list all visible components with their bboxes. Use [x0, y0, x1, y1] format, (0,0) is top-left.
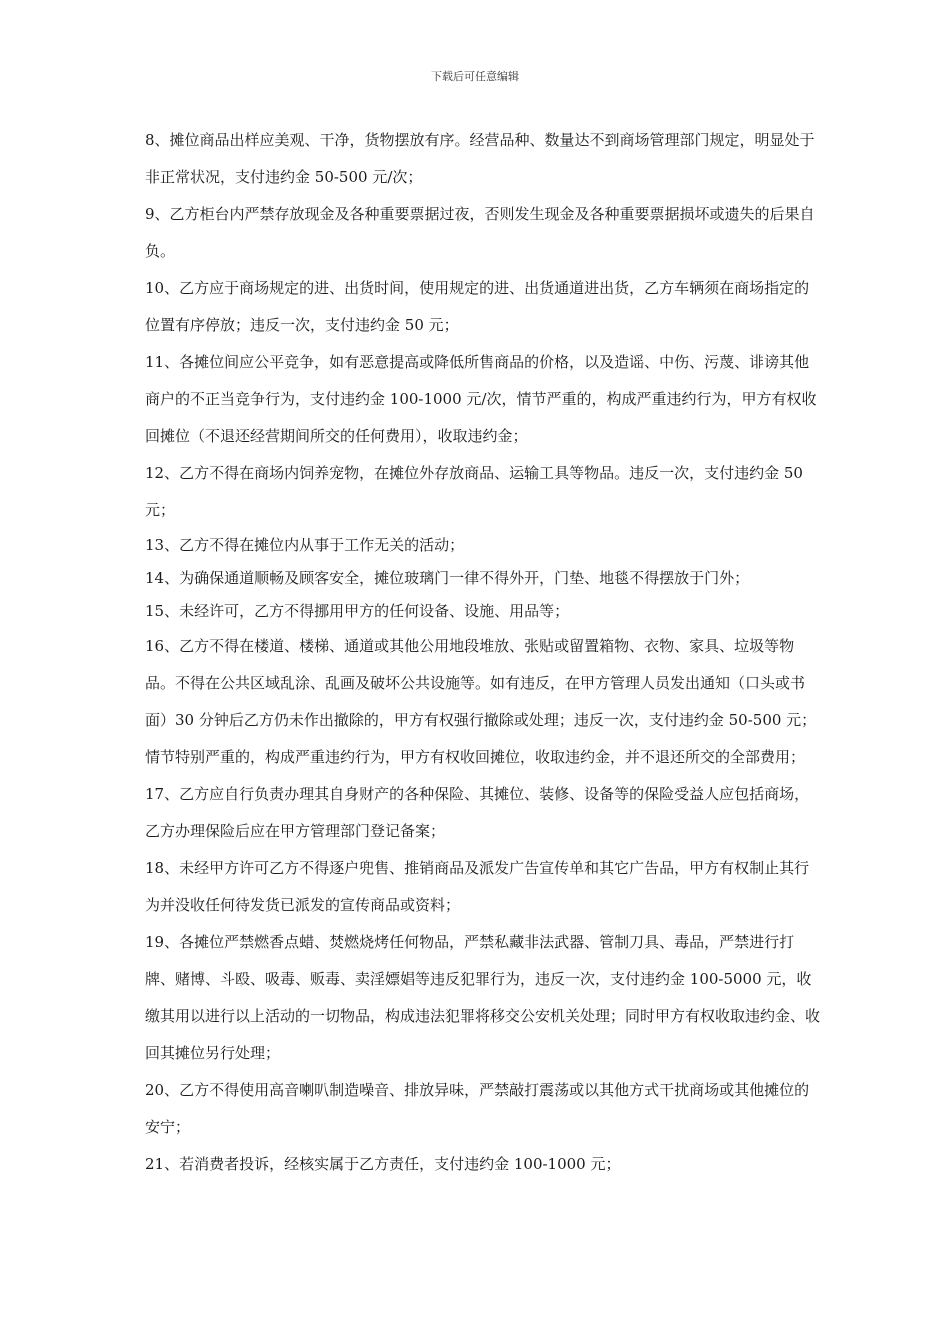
clause-10: 10、乙方应于商场规定的进、出货时间，使用规定的进、出货通道进出货，乙方车辆须在商场指定的位置有序停放；违反一次，支付违约金 50 元； — [145, 279, 810, 334]
clause-11: 11、各摊位间应公平竞争，如有恶意提高或降低所售商品的价格，以及造谣、中伤、污蔑、诽谤其他商户的不正当竞争行为，支付违约金 100-1000 元/次，情节严重的，构成严重违约行为，甲方有权收回摊位（不退还经营期间所交的任何费用），收取违约金； — [145, 353, 817, 445]
clause-19: 19、各摊位严禁燃香点蜡、焚燃烧烤任何物品，严禁私藏非法武器、管制刀具、毒品，严禁进行打牌、赌博、斗殴、吸毒、贩毒、卖淫嫖娼等违反犯罪行为，违反一次，支付违约金 100-5000 元，收缴其用以进行以上活动的一切物品，构成违法犯罪将移交公安机关处理；同时甲方有权收取违约金、收回其摊位另行处理； — [145, 933, 821, 1062]
clause-16: 16、乙方不得在楼道、楼梯、通道或其他公用地段堆放、张贴或留置箱物、衣物、家具、垃圾等物品。不得在公共区域乱涂、乱画及破坏公共设施等。如有违反，在甲方管理人员发出通知（口头或书面）30 分钟后乙方仍未作出撤除的，甲方有权强行撤除或处理；违反一次，支付违约金 50-500 元；情节特别严重的，构成严重违约行为，甲方有权收回摊位，收取违约金，并不退还所交的全部费用； — [145, 637, 817, 766]
clause-13: 13、乙方不得在摊位内从事于工作无关的活动； — [145, 536, 465, 554]
clause-12: 12、乙方不得在商场内饲养宠物，在摊位外存放商品、运输工具等物品。违反一次，支付违约金 50 元； — [145, 464, 803, 519]
document-body — [145, 122, 820, 1183]
clause-21: 21、若消费者投诉，经核实属于乙方责任，支付违约金 100-1000 元； — [145, 1155, 621, 1173]
clause-18: 18、未经甲方许可乙方不得逐户兜售、推销商品及派发广告宣传单和其它广告品，甲方有权制止其行为并没收任何待发货已派发的宣传商品或资料； — [145, 859, 810, 914]
clause-14: 14、为确保通道顺畅及顾客安全，摊位玻璃门一律不得外开，门垫、地毯不得摆放于门外； — [145, 569, 750, 587]
clause-20: 20、乙方不得使用高音喇叭制造噪音、排放异味，严禁敲打震荡或以其他方式干扰商场或其他摊位的安宁； — [145, 1081, 810, 1136]
clause-9: 9、乙方柜台内严禁存放现金及各种重要票据过夜，否则发生现金及各种重要票据损坏或遗失的后果自负。 — [145, 205, 815, 260]
clause-8: 8、摊位商品出样应美观、干净，货物摆放有序。经营品种、数量达不到商场管理部门规定，明显处于非正常状况，支付违约金 50-500 元/次； — [145, 131, 815, 186]
clause-17: 17、乙方应自行负责办理其自身财产的各种保险、其摊位、装修、设备等的保险受益人应包括商场，乙方办理保险后应在甲方管理部门登记备案； — [145, 785, 810, 840]
clause-15: 15、未经许可，乙方不得挪用甲方的任何设备、设施、用品等； — [145, 602, 570, 620]
page-header: 下载后可任意编辑 — [431, 70, 519, 83]
